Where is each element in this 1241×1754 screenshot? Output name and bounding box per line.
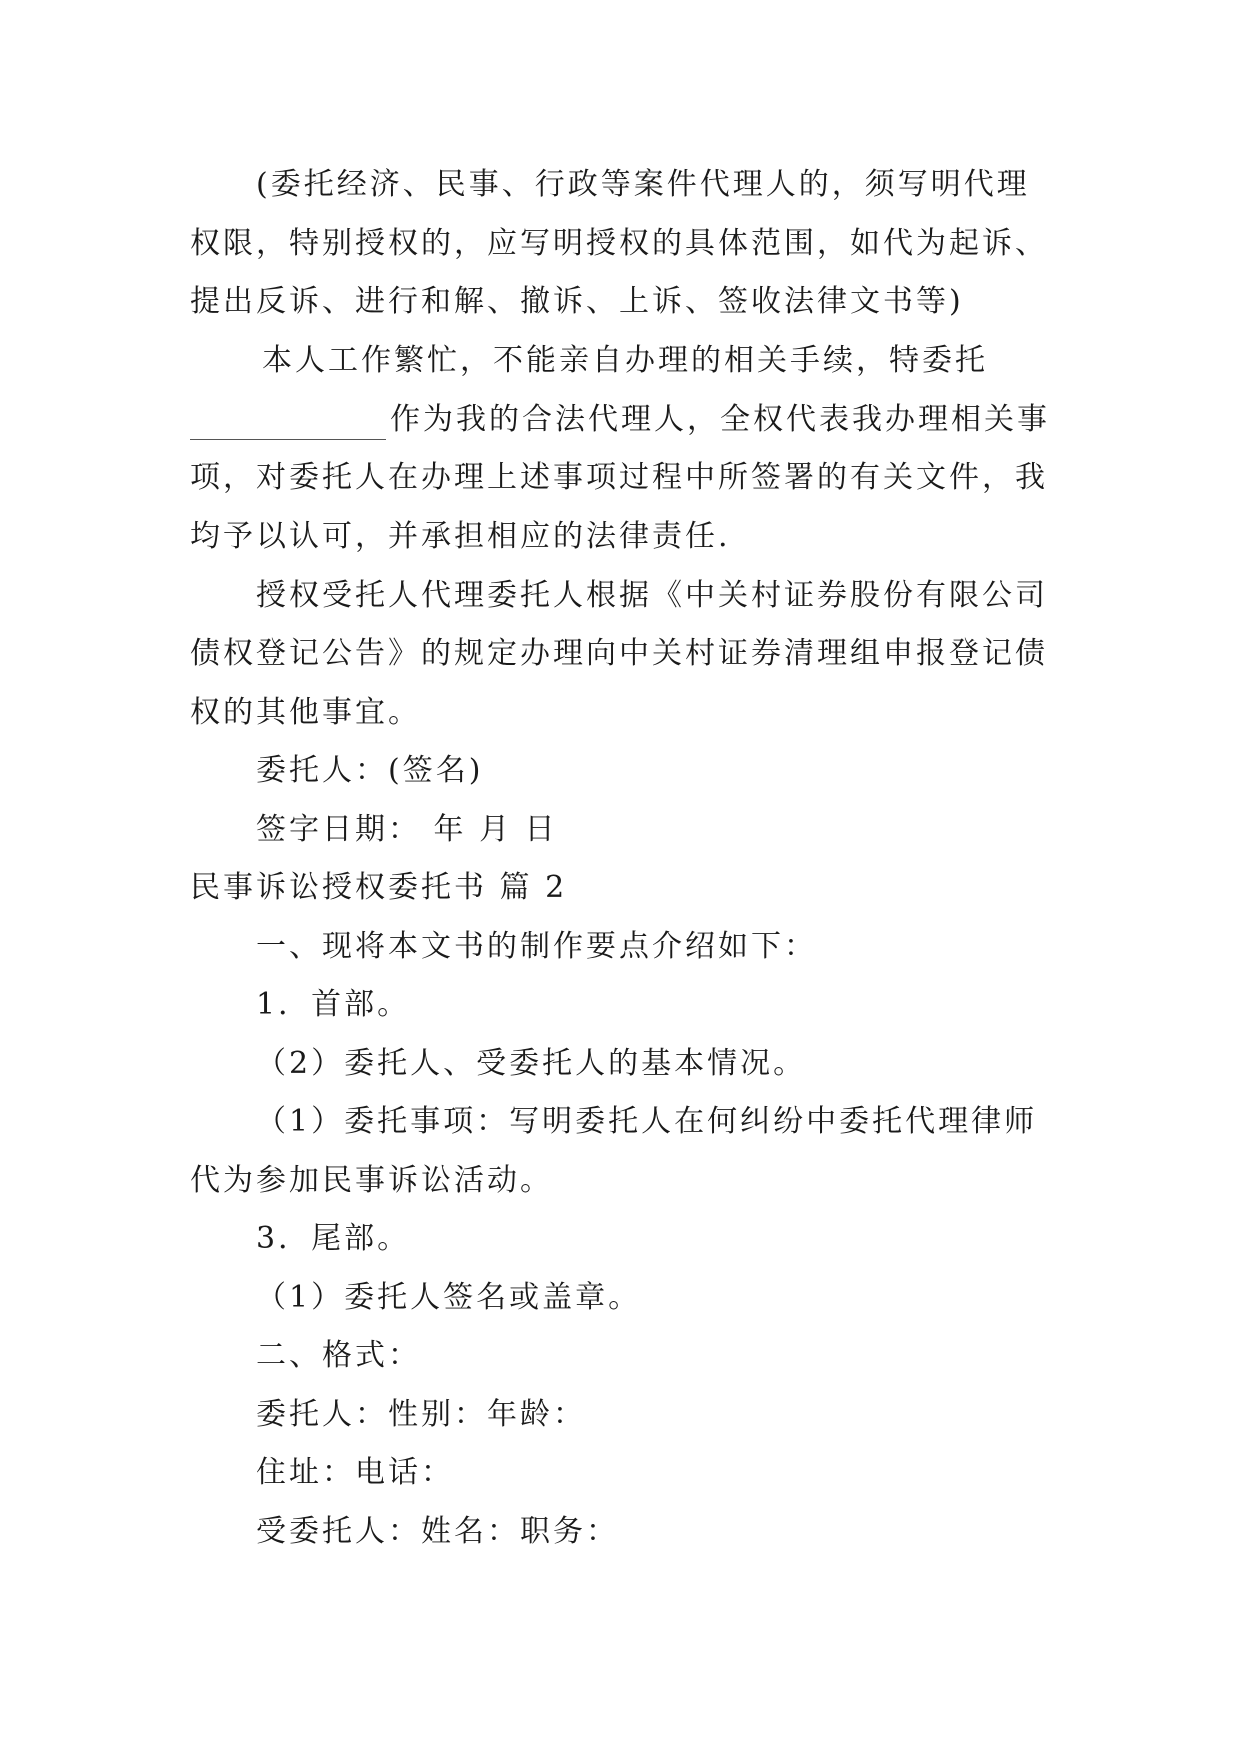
paragraph-text: 作为我的合法代理人，全权代表我办理相关事 (390, 402, 1050, 437)
paragraph-line: 权的其他事宜。 (190, 695, 421, 730)
paragraph-line: （1）委托事项：写明委托人在何纠纷中委托代理律师 (256, 1104, 1038, 1139)
agent-name-blank (190, 409, 386, 440)
sign-date-line: 签字日期： 年 月 日 (256, 812, 558, 847)
paragraph-line: （1）委托人签名或盖章。 (256, 1280, 642, 1315)
form-field-line: 受委托人：姓名：职务： (256, 1514, 619, 1549)
paragraph-line: （2）委托人、受委托人的基本情况。 (256, 1046, 807, 1081)
paragraph-line (190, 400, 1050, 440)
paragraph-line: 一、现将本文书的制作要点介绍如下： (256, 929, 817, 964)
form-field-line: 委托人：性别：年龄： (256, 1397, 586, 1432)
paragraph-line: 代为参加民事诉讼活动。 (190, 1163, 553, 1198)
paragraph-line: 二、格式： (256, 1338, 421, 1373)
paragraph-line: 本人工作繁忙，不能亲自办理的相关手续，特委托 (262, 343, 988, 378)
paragraph-line: 均予以认可，并承担相应的法律责任. (190, 519, 731, 554)
paragraph-line: 授权受托人代理委托人根据《中关村证券股份有限公司 (256, 578, 1048, 613)
signature-line: 委托人：(签名) (256, 753, 484, 788)
paragraph-line: 3．尾部。 (256, 1221, 411, 1256)
paragraph-line: 项，对委托人在办理上述事项过程中所签署的有关文件，我 (190, 460, 1048, 495)
paragraph-line: 债权登记公告》的规定办理向中关村证券清理组申报登记债 (190, 636, 1048, 671)
paragraph-line: 1．首部。 (256, 987, 411, 1022)
section-heading: 民事诉讼授权委托书 篇 2 (190, 870, 568, 905)
paragraph-line: (委托经济、民事、行政等案件代理人的，须写明代理 (256, 167, 1030, 202)
paragraph-line: 提出反诉、进行和解、撤诉、上诉、签收法律文书等) (190, 284, 964, 319)
paragraph-line: 权限，特别授权的，应写明授权的具体范围，如代为起诉、 (190, 226, 1048, 261)
form-field-line: 住址：电话： (256, 1455, 454, 1490)
